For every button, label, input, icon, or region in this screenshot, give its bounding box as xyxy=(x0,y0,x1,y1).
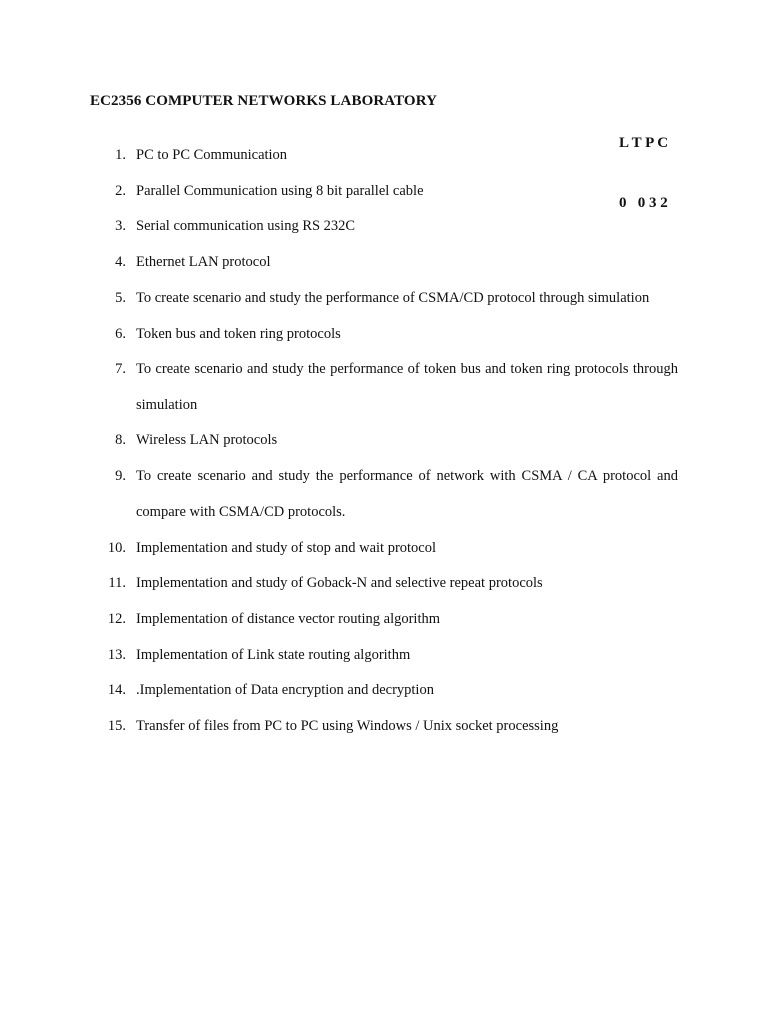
item-text: Implementation and study of Goback-N and selective repeat protocols xyxy=(136,575,543,591)
item-text: PC to PC Communication xyxy=(136,147,288,163)
item-number: 10. xyxy=(107,540,126,556)
item-number: 4. xyxy=(115,254,126,270)
item-number: 3. xyxy=(115,218,126,234)
item-number: 2. xyxy=(115,183,126,199)
item-number: 8. xyxy=(115,432,126,448)
document-title: EC2356 COMPUTER NETWORKS LABORATORY xyxy=(90,93,438,109)
item-text: Wireless LAN protocols xyxy=(136,432,278,448)
item-number: 5. xyxy=(115,290,126,306)
item-text: Serial communication using RS 232C xyxy=(136,218,356,234)
item-text: Parallel Communication using 8 bit parallel cable xyxy=(136,183,424,199)
item-text: To create scenario and study the performance of CSMA/CD protocol through simulation xyxy=(136,290,650,306)
item-text: Implementation and study of stop and wait protocol xyxy=(136,540,437,556)
item-number: 11. xyxy=(108,575,126,591)
item-text: To create scenario and study the performance of network with CSMA / CA protocol and compare with CSMA/CD protocols. xyxy=(136,468,678,520)
item-text: Token bus and token ring protocols xyxy=(136,326,341,342)
item-text: .Implementation of Data encryption and decryption xyxy=(136,682,434,698)
item-number: 9. xyxy=(115,468,126,484)
item-number: 7. xyxy=(115,361,126,377)
item-number: 15. xyxy=(107,718,126,734)
ltpc-values: 0 0 3 2 xyxy=(619,195,668,211)
item-number: 6. xyxy=(115,326,126,342)
item-text: To create scenario and study the performance of token bus and token ring protocols through simulation xyxy=(136,361,678,413)
item-text: Implementation of distance vector routing algorithm xyxy=(136,611,441,627)
item-number: 12. xyxy=(107,611,126,627)
item-text: Transfer of files from PC to PC using Windows / Unix socket processing xyxy=(136,718,559,734)
item-text: Implementation of Link state routing algorithm xyxy=(136,647,411,663)
item-number: 13. xyxy=(107,647,126,663)
item-number: 14. xyxy=(107,682,126,698)
item-text: Ethernet LAN protocol xyxy=(136,254,271,270)
item-number: 1. xyxy=(115,147,126,163)
ltpc-header: L T P C xyxy=(619,135,669,151)
